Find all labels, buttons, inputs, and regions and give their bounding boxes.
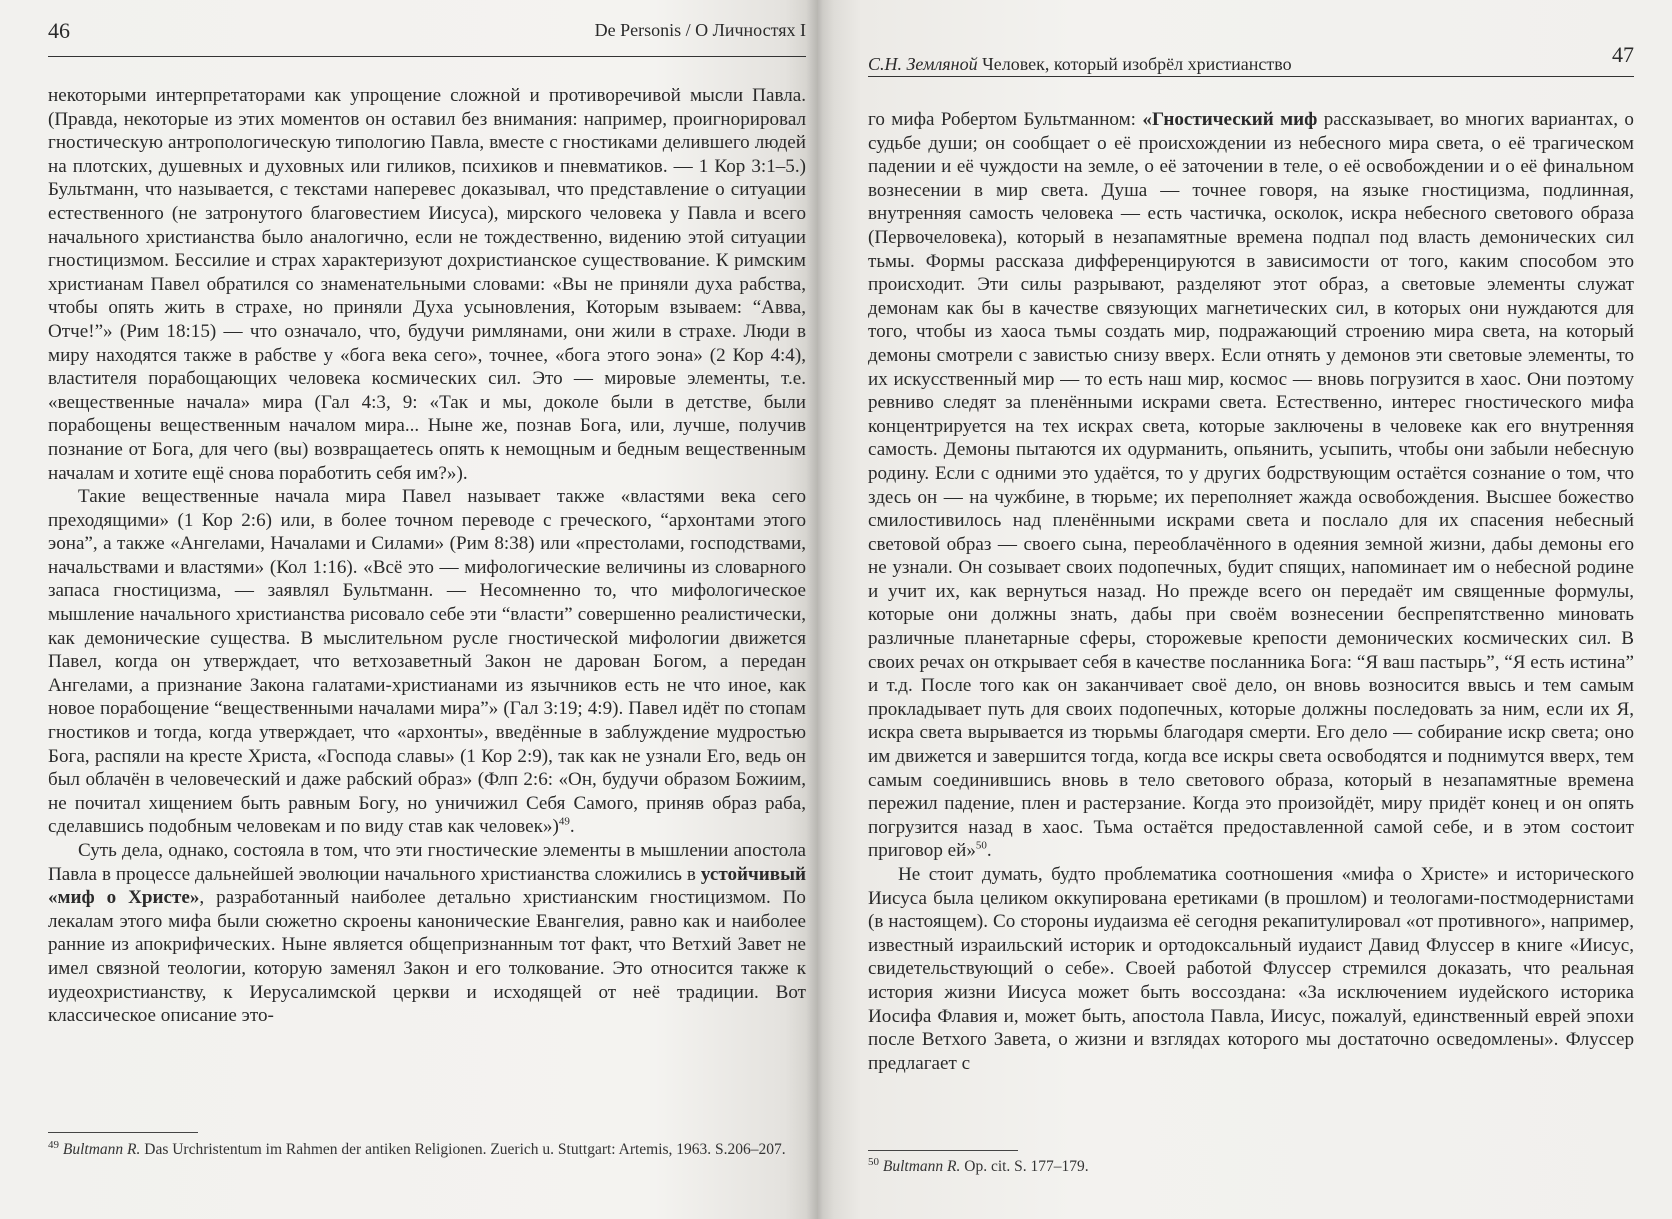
footnote-number: 49 (48, 1138, 59, 1151)
right-running-head (868, 42, 1634, 77)
bold-phrase: устойчивый «миф о Христе» (48, 863, 806, 909)
paragraph-text: Такие вещественные начала мира Павел называет также «властями века сего преходящими» (1 Кор 2:6) или, в более точном переводе с греческого, “архонтами этого эона”, а также «Ангелами, Началами и Силами» (Рим 8:38) или «престолами, господствами, начальствами и властями» (Кол 1:16). «Всё это — мифологические величины из словарного запаса гностицизма, — заявлял Бультманн. — Несомненно то, что мифологическое мышление начального христианства рисовало себе эти “власти” совершенно реалистически, как демонические существа. В мыслительном русле гностической мифологии движется Павел, когда он утверждает, что ветхозаветный Закон не дарован Богом, а передан Ангелами, а признание Закона галатами-христианами из язычников есть не что иное, как новое порабощение “вещественными началами мира”» (Гал 3:19; 4:9). Павел идёт по стопам гностиков и тогда, когда утверждает, что «архонты», введённые в заблуждение мудростью Бога, распяли на кресте Христа, «Господа славы» (1 Кор 2:9), так как не узнали Его, ведь он был облачён в человеческий и даже рабский образ» (Флп 2:6: «Он, будучи образом Божиим, не почитал хищением быть равным Богу, но уничижил Себя Самого, приняв образ раба, сделавшись подобным человекам и по виду став как человек») (48, 486, 806, 838)
page-number: 46 (48, 18, 70, 43)
paragraph: Такие вещественные начала мира Павел называет также «властями века сего преходящими» (1 Кор 2:6) или, в более точном переводе с греческого, “архонтами этого эона”, а также «Ангелами, Началами и Силами» (Рим 8:38) или «престолами, господствами, начальствами и властями» (Кол 1:16). «Всё это — мифологические величины из словарного запаса гностицизма, — заявлял Бультманн. — Несомненно то, что мифологическое мышление начального христианства рисовало себе эти “власти” совершенно реалистически, как демонические существа. В мыслительном русле гностической мифологии движется Павел, когда он утверждает, что ветхозаветный Закон не дарован Богом, а передан Ангелами, а признание Закона галатами-христианами из язычников есть не что иное, как новое порабощение “вещественными началами мира”» (Гал 3:19; 4:9). Павел идёт по стопам гностиков и тогда, когда утверждает, что «архонты», введённые в заблуждение мудростью Бога, распяли на кресте Христа, «Господа славы» (1 Кор 2:9), так как не узнали Его, ведь он был облачён в человеческий и даже рабский образ» (Флп 2:6: «Он, будучи образом Божиим, не почитал хищением быть равным Богу, но уничижил Себя Самого, приняв образ раба, сделавшись подобным человекам и по виду став как человек»)$^{49}$. (48, 486, 806, 838)
paragraph (48, 84, 806, 485)
paragraph (48, 839, 806, 1028)
running-head-book-title: Человек, который изобрёл христианство (982, 54, 1292, 74)
paragraph-text: некоторыми интерпретаторами как упрощение сложной и противоречивой мысли Павла. (Правда, некоторые из этих моментов он оставил без внимания: например, проигнорировал гностическую антропологическую типологию Павла, вместе с гностиками делившего людей на плотских, душевных и духовных или гиликов, психиков и пневматиков. — 1 Кор 3:1–5.) Бультманн, что называется, с текстами наперевес доказывал, что представление о ситуации естественного (не затронутого благовестием Иисуса), мирского человека у Павла и всего начального христианства было аналогично, если не тождественно, видению этой ситуации гностицизмом. Бессилие и страх характеризуют дохристианское существование. К римским христианам Павел обратился со знаменательными словами: «Вы не приняли духа рабства, чтобы опять жить в страхе, но приняли Духа усыновления, Которым взываем: “Авва, Отче!”» (Рим 18:15) — что означало, что, будучи римлянами, они жили в страхе. Люди в миру находятся также в рабстве у «бога века сего», точнее, «бога этого эона» (2 Кор 4:4), властителя порабощающих человека космических сил. Это — мировые элементы, т.е. «вещественные начала» мира (Гал 4:3, 9: «Так и мы, доколе были в детстве, были порабощены вещественным началом мира... Ныне же, познав Бога, или, лучше, получив познание от Бога, для чего (вы) возвращаетесь опять к немощным и бедным вещественным началам и хотите ещё снова поработить себя им?»). (48, 85, 806, 484)
left-page (0, 0, 818, 1219)
running-head-title: De Personis / О Личностях I (594, 20, 806, 40)
running-head-title (868, 54, 1292, 75)
footnote-author: Bultmann R. (62, 1141, 141, 1158)
footnote-marker: 50 (975, 840, 987, 853)
paragraph: го мифа Робертом Бультманном: «Гностический миф рассказывает, во многих вариантах, о судьбе души; он сообщает о её происхождении из небесного мира света, о её трагическом падении и её чуждости на земле, о её заточении в теле, о её освобождении и о её финальном вознесении в мир света. Душа — точнее говоря, на языке гностицизма, подлинная, внутренняя самость человека — есть частичка, осколок, искра небесного светового образа (Первочеловека), который в незапамятные времена подпал под власть демонических сил тьмы. Формы рассказа дифференцируются в зависимости от того, каким способом это происходит. Эти силы разрывают, разделяют этот образ, а световые элементы служат демонам как бы в качестве связующих магнетических сил, в которых они нуждаются для того, чтобы из хаоса тьмы создать мир, подражающий строению мира света, на который демоны смотрели с завистью снизу вверх. Если отнять у демонов эти световые элементы, то их искусственный мир — то есть наш мир, космос — вновь погрузится в хаос. Они поэтому ревниво следят за пленёнными искрами света. Естественно, интерес гностического мифа концентрируется на тех искрах света, которые заключены в человеке как его внутренняя самость. Демоны пытаются их одурманить, опьянить, усыпить, чтобы они забыли небесную родину. Если с одними это удаётся, то у других бодрствующим остаётся сознание о том, что здесь он — на чужбине, в тюрьме; их переполняет жажда освобождения. Высшее божество смилостивилось над пленёнными искрами света и послало для их спасения небесный световой образ — своего сына, переоблачённого в одеяния земной жизни, дабы демоны его не узнали. Он созывает своих подопечных, будит спящих, напоминает им о небесной родине и учит их, как вернуться назад. Но прежде всего он передаёт им священные формулы, которые они должны знать, дабы при своём вознесении беспрепятственно миновать различные планетарные сферы, сторожевые крепости демонических космических сил. В своих речах он открывает себя в качестве посланника Бога: “Я ваш пастырь”, “Я есть истина” и т.д. После того как он заканчивает своё дело, он вновь возносится ввысь и тем самым прокладывает путь для своих подопечных, которые должны последовать за ним, если их Я, искра света вырывается из тюрьмы благодаря смерти. Его дело — собирание искр света; оно им движется и завершится тогда, когда все искры света освободятся и поднимутся вверх, тем самым соединившись вновь в тело светового образа, который в незапамятные времена пережил падение, плен и растерзание. Когда это произойдёт, миру придёт конец и он опять погрузится назад в хаос. Тьма остаётся предоставленной самой себе, и в этом состоит приговор ей»$^{50}$. (868, 109, 1634, 862)
right-body-text (868, 108, 1634, 1075)
left-body-text (48, 84, 806, 1028)
paragraph-text: Суть дела, однако, состояла в том, что эти гностические элементы в мышлении апостола Павла в процессе дальнейшей эволюции начального христианства сложились в (48, 840, 806, 885)
paragraph-text: Не стоит думать, будто проблематика соотношения «мифа о Христе» и исторического Иисуса была целиком оккупирована еретиками (в прошлом) и теологами-постмодернистами (в настоящем). Со стороны иудаизма её сегодня рекапитулировал «от противного», например, известный израильский историк и ортодоксальный иудаист Давид Флуссер в книге «Иисус, свидетельствующий о себе». Своей работой Флуссер стремился доказать, что реальная история жизни Иисуса может быть воссоздана: «За исключением иудейского историка Иосифа Флавия и, может быть, апостола Павла, Иисус, пожалуй, единственный еврей эпохи после Ветхого Завета, о жизни и взглядах которого мы достаточно осведомлены». Флуссер предлагает с (868, 864, 1634, 1074)
page-number: 47 (1612, 42, 1634, 67)
paragraph-text: рассказывает, во многих вариантах, о судьбе души; он сообщает о её происхождении из небесного мира света, о её трагическом падении и её чуждости на земле, о её заточении в теле, о её освобождении и о её финальном вознесении в мир света. Душа — точнее говоря, на языке гностицизма, подлинная, внутренняя самость человека — есть частичка, осколок, искра небесного светового образа (Первочеловека), который в незапамятные времена подпал под власть демонических сил тьмы. Формы рассказа дифференцируются в зависимости от того, каким способом это происходит. Эти силы разрывают, разделяют этот образ, а световые элементы служат демонам как бы в качестве связующих магнетических сил, в которых они нуждаются для того, чтобы из хаоса тьмы создать мир, подражающий строению мира света, на который демоны смотрели с завистью снизу вверх. Если отнять у демонов эти световые элементы, то их искусственный мир — то есть наш мир, космос — вновь погрузится в хаос. Они поэтому ревниво следят за пленёнными искрами света. Естественно, интерес гностического мифа концентрируется на тех искрах света, которые заключены в человеке как его внутренняя самость. Демоны пытаются их одурманить, опьянить, усыпить, чтобы они забыли небесную родину. Если с одними это удаётся, то у других бодрствующим остаётся сознание о том, что здесь он — на чужбине, в тюрьме; их переполняет жажда освобождения. Высшее божество смилостивилось над пленёнными искрами света и послало для их спасения небесный световой образ — своего сына, переоблачённого в одеяния земной жизни, дабы демоны его не узнали. Он созывает своих подопечных, будит спящих, напоминает им о небесной родине и учит их, как вернуться назад. Но прежде всего он передаёт им священные формулы, которые они должны знать, дабы при своём вознесении беспрепятственно миновать различные планетарные сферы, сторожевые крепости демонических космических сил. В своих речах он открывает себя в качестве посланника Бога: “Я ваш пастырь”, “Я есть истина” и т.д. После того как он заканчивает своё дело, он вновь возносится ввысь и тем самым прокладывает путь для своих подопечных, которые должны последовать за ним, если их Я, искра света вырывается из тюрьмы благодаря смерти. Его дело — собирание искр света; оно им движется и завершится тогда, когда все искры света освободятся и поднимутся вверх, тем самым соединившись вновь в тело светового образа, который в незапамятные времена пережил падение, плен и растерзание. Когда это произойдёт, миру придёт конец и он опять погрузится назад в хаос. Тьма остаётся предоставленной самой себе, и в этом состоит приговор ей» (868, 109, 1634, 862)
left-running-head (48, 16, 806, 57)
footnote-number: 50 (868, 1155, 879, 1168)
footnote-rule (868, 1150, 1018, 1151)
right-page (818, 0, 1672, 1219)
running-head-author: С.Н. Земляной (868, 54, 978, 74)
footnote-author: Bultmann R. (882, 1158, 961, 1175)
paragraph-text: го мифа Робертом Бультманном: (868, 109, 1136, 130)
footnote-50 (868, 1157, 1634, 1176)
paragraph-text: , разработанный наиболее детально христианским гностицизмом. По лекалам этого мифа были сюжетно скроены канонические Евангелия, равно как и наиболее ранние из апокрифических. Ныне является общепризнанным тот факт, что Ветхий Завет не имел связной теологии, которую заменял Закон и его толкование. Это относится также к иудеохристианству, к Иерусалимской церкви и исходящей от неё традиции. Вот классическое описание это- (48, 887, 806, 1027)
footnote-text: Op. cit. S. 177–179. (964, 1158, 1089, 1175)
paragraph (868, 863, 1634, 1075)
footnote-marker: 49 (558, 816, 570, 829)
footnote-rule (48, 1132, 198, 1133)
footnote-49 (48, 1140, 806, 1159)
footnote-text: Das Urchristentum im Rahmen der antiken Religionen. Zuerich u. Stuttgart: Artemis, 1963. S.206–207. (144, 1141, 786, 1158)
bold-phrase: «Гностический миф (1142, 109, 1318, 130)
